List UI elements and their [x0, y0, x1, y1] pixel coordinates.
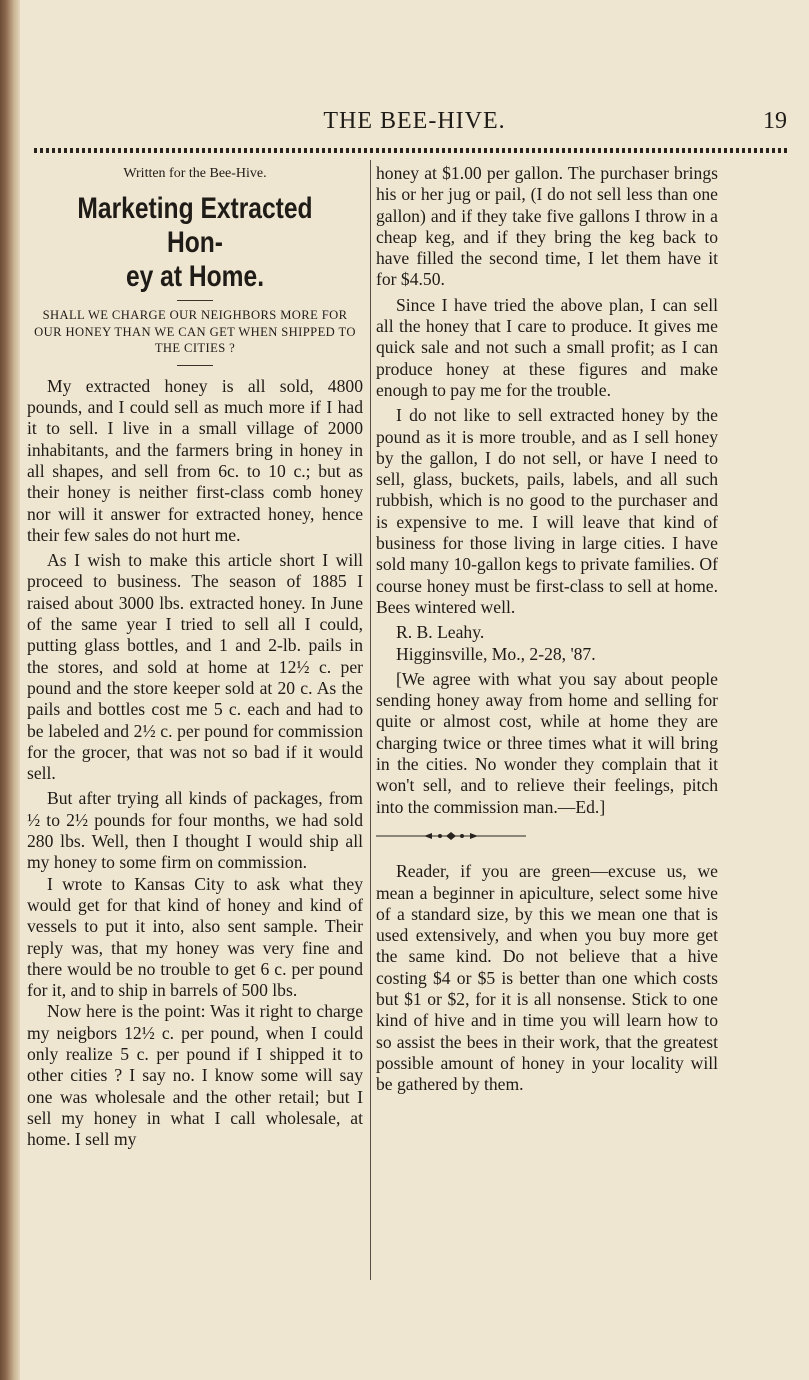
author-signature: R. B. Leahy.: [396, 622, 485, 643]
article-title: [57, 192, 333, 294]
running-title: THE BEE-HIVE.: [323, 108, 506, 134]
page: [20, 0, 809, 1380]
body-paragraph: I do not like to sell extracted honey by the pound as it is more trouble, and as I sell honey by the gallon, I do not sell, or have I need to sell, glass, buckets, pails, labels, and all such rubbish, which is no good to the purchaser and is expensive to me. I will leave that kind of business for those living in large cities. I have sold many 10-gallon kegs to private families. Of course honey must be first-class to sell at home. Bees wintered well.: [376, 405, 718, 617]
body-paragraph: My extracted honey is all sold, 4800 pounds, and I could sell as much more if I had it to sell. I live in a small village of 2000 inhabitants, and the farmers bring in honey in all shapes, and sell from 6c. to 10 c.; but as their honey is neither first-class comb honey nor will it answer for extracted honey, hence their few sales do not hurt me.: [27, 375, 363, 545]
body-paragraph: I wrote to Kansas City to ask what they would get for that kind of honey and kind of vessels to put it into, also sent sample. Their reply was, that my honey was very fine and there would be no trouble to get 6 c. per pound for it, and to ship in barrels of 500 lbs.: [27, 873, 363, 1001]
body-paragraph: But after trying all kinds of packages, from ½ to 2½ pounds for four months, we had sold 280 lbs. Well, then I thought I would ship all my honey to some firm on commission.: [27, 788, 363, 873]
subhead-separator: [177, 365, 213, 366]
dateline: Higginsville, Mo., 2-28, '87.: [396, 643, 596, 664]
body-paragraph: Now here is the point: Was it right to charge my neigbors 12½ c. per pound, when I could only realize 5 c. per pound if I shipped it to other cities ? I say no. I know some will say one was wholesale and the other retail; but I sell my honey in what I call wholesale, at home. I sell my: [27, 1001, 363, 1150]
page-header: [20, 108, 809, 142]
column-divider: [370, 160, 371, 1280]
article-kicker: Written for the Bee-Hive.: [123, 166, 267, 181]
page-number: 19: [763, 108, 787, 134]
ornamental-rule-icon: [376, 830, 526, 842]
body-paragraph: As I wish to make this article short I will proceed to business. The season of 1885 I raised about 3000 lbs. extracted honey. In June of the same year I tried to sell all I could, putting glass bottles, and 1 and 2-lb. pails in the stores, and sold at home at 12½ c. per pound and the store keeper sold at 20 c. As the pails and bottles cost me 5 c. each and had to be labeled and 2½ c. per pound for commission for the grocer, that was not so bad if it would sell.: [27, 550, 363, 784]
left-column: [27, 163, 363, 1150]
book-binding-edge: [0, 0, 20, 1380]
article-subhead: SHALL WE CHARGE OUR NEIGHBORS MORE FOR OUR HONEY THAN WE CAN GET WHEN SHIPPED TO THE CITIES ?: [34, 308, 356, 356]
right-column: [376, 163, 718, 1095]
article-title-line-1: Marketing Extracted Hon-: [77, 192, 313, 260]
header-rule: [34, 148, 789, 153]
body-paragraph: Reader, if you are green—excuse us, we mean a beginner in apiculture, select some hive of a standard size, by this we mean one that is used extensively, and when you buy more get the same kind. Do not believe that a hive costing $4 or $5 is better than one which costs but $1 or $2, for it is all nonsense. Stick to one kind of hive and in time you will learn how to so assist the bees in their work, that the greatest possible amount of honey in your locality will be gathered by them.: [376, 861, 718, 1095]
body-paragraph: Since I have tried the above plan, I can sell all the honey that I care to produce. It gives me quick sale and not such a small profit; as I can produce honey at these figures and make enough to pay me for the trouble.: [376, 294, 718, 400]
title-separator: [177, 300, 213, 301]
body-paragraph: honey at $1.00 per gallon. The purchaser brings his or her jug or pail, (I do not sell less than one gallon) and if they take five gallons I throw in a cheap keg, and if they bring the keg back to have filled the second time, I let them have it for $4.50.: [376, 163, 718, 290]
editor-note: [We agree with what you say about people sending honey away from home and selling for quite or almost cost, while at home they are charging twice or three times what it will bring in the cities. No wonder they complain that it won't sell, and to relieve their feelings, pitch into the commission man.—Ed.]: [376, 668, 718, 817]
article-title-line-2: ey at Home.: [125, 260, 265, 294]
